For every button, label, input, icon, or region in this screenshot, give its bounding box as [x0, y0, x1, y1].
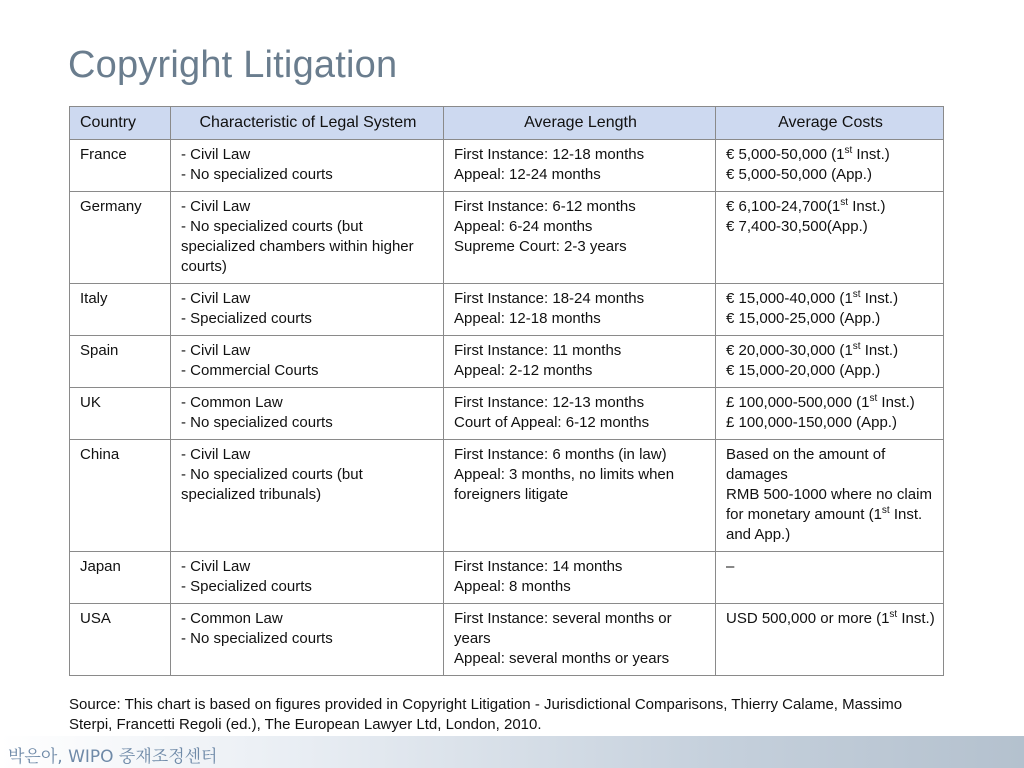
cell-country: Germany: [70, 192, 171, 284]
cell-average-length: [444, 284, 716, 336]
cell-average-length-line: Appeal: 2-12 months: [454, 362, 593, 379]
cell-average-length: [444, 604, 716, 676]
cell-average-costs-line: RMB 500-1000 where no claim for monetary amount (1st Inst. and App.): [726, 486, 932, 543]
cell-legal-system-line: - Commercial Courts: [181, 362, 319, 379]
cell-average-length-line: First Instance: 14 months: [454, 558, 623, 575]
cell-country: Japan: [70, 552, 171, 604]
cell-legal-system-line: - No specialized courts: [181, 414, 333, 431]
table-row: [70, 140, 944, 192]
cell-average-length-line: First Instance: 18-24 months: [454, 290, 645, 307]
cell-legal-system: [171, 388, 444, 440]
cell-average-length-line: Appeal: 8 months: [454, 578, 571, 595]
cell-average-costs-line: € 5,000-50,000 (1st Inst.): [726, 145, 890, 163]
cell-legal-system-line: - Civil Law: [181, 146, 251, 163]
cell-legal-system-line: - Common Law: [181, 610, 283, 627]
cell-legal-system: [171, 336, 444, 388]
table-row: [70, 192, 944, 284]
litigation-table: [69, 106, 944, 676]
cell-average-length-line: Court of Appeal: 6-12 months: [454, 414, 650, 431]
cell-legal-system-line: - Civil Law: [181, 290, 251, 307]
cell-country: USA: [70, 604, 171, 676]
cell-legal-system-line: - Specialized courts: [181, 310, 312, 327]
cell-average-costs-line: € 5,000-50,000 (App.): [726, 166, 872, 183]
cell-legal-system-line: - Specialized courts: [181, 578, 312, 595]
table-header-row: [70, 107, 944, 140]
cell-average-length-line: Appeal: several months or years: [454, 650, 670, 667]
cell-average-costs: [716, 552, 944, 604]
cell-average-length: [444, 440, 716, 552]
cell-average-costs: [716, 604, 944, 676]
cell-average-costs-line: £ 100,000-150,000 (App.): [726, 414, 897, 431]
cell-average-length-line: Supreme Court: 2-3 years: [454, 238, 627, 255]
cell-legal-system-line: - No specialized courts: [181, 630, 333, 647]
cell-average-costs-line: Based on the amount of damages: [726, 446, 886, 483]
table-row: [70, 552, 944, 604]
cell-country: France: [70, 140, 171, 192]
cell-average-length-line: Appeal: 6-24 months: [454, 218, 593, 235]
cell-legal-system: [171, 440, 444, 552]
header-average-length: Average Length: [444, 107, 716, 140]
cell-average-length-line: First Instance: 12-18 months: [454, 146, 645, 163]
table-row: [70, 336, 944, 388]
cell-country: China: [70, 440, 171, 552]
cell-average-length-line: First Instance: 11 months: [454, 342, 622, 359]
cell-average-costs-line: £ 100,000-500,000 (1st Inst.): [726, 393, 915, 411]
cell-legal-system-line: - Civil Law: [181, 342, 251, 359]
cell-average-length: [444, 192, 716, 284]
cell-legal-system-line: - Common Law: [181, 394, 283, 411]
cell-legal-system: [171, 604, 444, 676]
cell-average-length-line: Appeal: 12-18 months: [454, 310, 601, 327]
table-row: [70, 604, 944, 676]
cell-average-length-line: First Instance: 6-12 months: [454, 198, 636, 215]
cell-average-length-line: Appeal: 12-24 months: [454, 166, 601, 183]
cell-average-costs-line: –: [726, 558, 735, 575]
page-title: Copyright Litigation: [68, 44, 398, 86]
header-average-costs: Average Costs: [716, 107, 944, 140]
cell-country: Italy: [70, 284, 171, 336]
cell-average-length: [444, 552, 716, 604]
cell-average-costs: [716, 284, 944, 336]
cell-average-costs-line: USD 500,000 or more (1st Inst.): [726, 609, 935, 627]
cell-legal-system-line: - Civil Law: [181, 558, 251, 575]
cell-legal-system: [171, 192, 444, 284]
cell-average-length-line: First Instance: 12-13 months: [454, 394, 645, 411]
cell-average-costs: [716, 192, 944, 284]
cell-average-costs-line: € 15,000-25,000 (App.): [726, 310, 881, 327]
cell-legal-system-line: - No specialized courts (but specialized chambers within higher courts): [181, 218, 414, 275]
source-note: Source: This chart is based on figures provided in Copyright Litigation - Jurisdictional Comparisons, Thierry Calame, Massimo Sterpi, Francetti Regoli (ed.), The European Lawyer Ltd, London, 2010.: [69, 696, 903, 733]
cell-legal-system-line: - No specialized courts (but specialized tribunals): [181, 466, 363, 503]
cell-average-length-line: First Instance: 6 months (in law): [454, 446, 667, 463]
table-row: [70, 388, 944, 440]
table-body: [70, 140, 944, 676]
cell-average-costs: [716, 140, 944, 192]
cell-average-length: [444, 388, 716, 440]
footer-author: 박은아, WIPO 중재조정센터: [8, 747, 218, 767]
header-legal-system: Characteristic of Legal System: [171, 107, 444, 140]
cell-legal-system: [171, 140, 444, 192]
cell-average-costs-line: € 15,000-40,000 (1st Inst.): [726, 289, 899, 307]
cell-average-costs-line: € 15,000-20,000 (App.): [726, 362, 881, 379]
cell-average-length: [444, 140, 716, 192]
cell-average-costs: [716, 440, 944, 552]
cell-average-costs: [716, 388, 944, 440]
cell-legal-system-line: - Civil Law: [181, 446, 251, 463]
cell-average-length-line: First Instance: several months or years: [454, 610, 672, 647]
cell-average-costs-line: € 20,000-30,000 (1st Inst.): [726, 341, 899, 359]
table-row: [70, 284, 944, 336]
cell-country: Spain: [70, 336, 171, 388]
header-country: Country: [70, 107, 171, 140]
cell-legal-system: [171, 284, 444, 336]
cell-average-costs: [716, 336, 944, 388]
table-row: [70, 440, 944, 552]
cell-average-length: [444, 336, 716, 388]
cell-legal-system: [171, 552, 444, 604]
cell-legal-system-line: - No specialized courts: [181, 166, 333, 183]
cell-country: UK: [70, 388, 171, 440]
cell-legal-system-line: - Civil Law: [181, 198, 251, 215]
cell-average-costs-line: € 6,100-24,700(1st Inst.): [726, 197, 886, 215]
cell-average-costs-line: € 7,400-30,500(App.): [726, 218, 868, 235]
cell-average-length-line: Appeal: 3 months, no limits when foreigners litigate: [454, 466, 675, 503]
